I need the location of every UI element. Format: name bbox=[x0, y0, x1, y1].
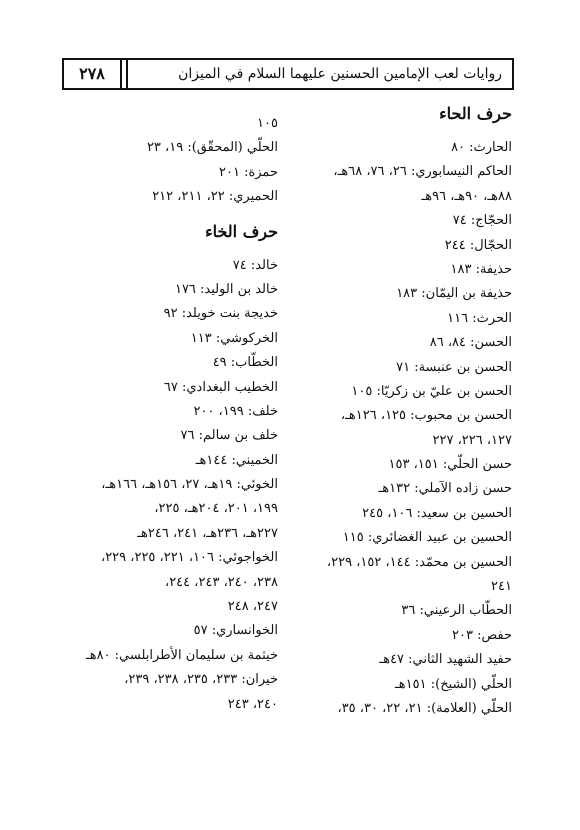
index-entry: الحسن بن عنبسة: ٧١ bbox=[396, 359, 512, 375]
index-entry: خيران: ٢٣٣، ٢٣٥، ٢٣٨، ٢٣٩، bbox=[124, 672, 278, 688]
index-entry: الحسين بن عبيد الغضائري: ١١٥ bbox=[342, 530, 512, 546]
index-entry: الحسن بن عليّ بن زكريّا: ١٠٥ bbox=[351, 383, 512, 399]
index-entry: الخطّاب: ٤٩ bbox=[212, 355, 278, 371]
index-entry: الحارث: ٨٠ bbox=[451, 140, 512, 155]
index-entry: الخركوشي: ١١٣ bbox=[190, 330, 278, 346]
index-entry: ١٩٩، ٢٠١، ٢٠٤هـ، ٢٢٥، bbox=[154, 501, 278, 517]
left-column bbox=[58, 112, 278, 717]
index-entry: ٢٤١ bbox=[491, 579, 512, 595]
index-entry: خالد: ٧٤ bbox=[232, 257, 278, 273]
index-entry: الحسن بن محبوب: ١٢٥، ١٢٦هـ، bbox=[340, 408, 512, 424]
index-entry: خالد بن الوليد: ١٧٦ bbox=[174, 281, 278, 297]
index-entry: الحسين بن سعيد: ١٠٦، ٢٤٥ bbox=[362, 505, 512, 521]
index-entry: الخواجوئي: ١٠٦، ٢٢١، ٢٢٥، ٢٢٩، bbox=[100, 550, 278, 566]
index-entry: الحسين بن محمّد: ١٤٤، ١٥٢، ٢٢٩، bbox=[326, 554, 512, 570]
index-entry: الحلّي (المحقّق): ١٩، ٢٣ bbox=[146, 140, 278, 156]
index-entry: الحجّال: ٢٤٤ bbox=[444, 237, 512, 253]
index-entry: حذيفة بن اليمّان: ١٨٣ bbox=[396, 286, 512, 302]
index-entry: الحميري: ٢٢، ٢١١، ٢١٢ bbox=[152, 189, 278, 205]
page-number: ٢٧٨ bbox=[64, 60, 122, 88]
index-entry: الخوانساري: ٥٧ bbox=[193, 623, 278, 639]
index-entry: حسن زاده الآملي: ١٣٢هـ bbox=[378, 481, 512, 497]
index-entry: الحرث: ١١٦ bbox=[447, 310, 512, 326]
index-entry: الحلّي (العلامة): ٢١، ٢٢، ٣٠، ٣٥، bbox=[337, 700, 512, 716]
right-column bbox=[290, 100, 512, 721]
index-entry: الحطّاب الرعيني: ٣٦ bbox=[401, 603, 512, 619]
index-entry: ١٢٧، ٢٢٦، ٢٢٧ bbox=[432, 432, 512, 448]
section-heading-khaa: حرف الخاء bbox=[205, 221, 278, 241]
header-divider bbox=[122, 60, 128, 88]
index-entry: حذيفة: ١٨٣ bbox=[450, 261, 512, 277]
index-entry: حفص: ٢٠٣ bbox=[451, 627, 512, 643]
index-entry: ٢٣٨، ٢٤٠، ٢٤٣، ٢٤٤، bbox=[165, 574, 278, 590]
spacer bbox=[290, 128, 512, 136]
index-entry: الحاكم النيسابوري: ٢٦، ٧٦، ٦٨هـ، bbox=[333, 164, 512, 180]
page-header bbox=[62, 58, 514, 90]
index-entry: حمزة: ٢٠١ bbox=[218, 164, 278, 180]
index-entry: ٢٤٠، ٢٤٣ bbox=[227, 696, 278, 712]
spacer bbox=[58, 210, 278, 218]
index-entry: الحجّاج: ٧٤ bbox=[452, 213, 512, 229]
index-entry: ١٠٥ bbox=[257, 116, 278, 131]
index-entry: الحلّي (الشيخ): ١٥١هـ bbox=[394, 676, 512, 692]
index-entry: الخطيب البغدادي: ٦٧ bbox=[163, 379, 278, 395]
spacer bbox=[58, 246, 278, 254]
index-entry: خيثمة بن سليمان الأطرابلسي: ٨٠هـ bbox=[85, 647, 278, 663]
index-entry: خلف بن سالم: ٧٦ bbox=[180, 428, 278, 444]
index-entry: خلف: ١٩٩، ٢٠٠ bbox=[193, 403, 278, 419]
index-entry: ٢٤٧، ٢٤٨ bbox=[227, 599, 278, 615]
index-entry: الخوئي: ١٩هـ، ٢٧، ١٥٦هـ، ١٦٦هـ، bbox=[101, 477, 278, 493]
index-entry: الحسن: ٨٤، ٨٦ bbox=[429, 335, 512, 351]
index-entry: ٨٨هـ، ٩٠هـ، ٩٦هـ bbox=[421, 188, 512, 204]
index-entry: حسن الحلّي: ١٥١، ١٥٣ bbox=[388, 457, 512, 473]
index-entry: الخميني: ١٤٤هـ bbox=[195, 452, 278, 468]
index-entry: حفيد الشهيد الثاني: ٤٧هـ bbox=[379, 652, 512, 668]
index-entry: خديجة بنت خويلد: ٩٢ bbox=[163, 306, 278, 322]
index-entry: ٢٢٧هـ، ٢٣٦هـ، ٢٤١، ٢٤٦هـ bbox=[137, 525, 278, 541]
section-heading-haa: حرف الحاء bbox=[439, 104, 512, 123]
running-title: روايات لعب الإمامين الحسنين عليهما السلام في الميزان bbox=[178, 66, 502, 82]
